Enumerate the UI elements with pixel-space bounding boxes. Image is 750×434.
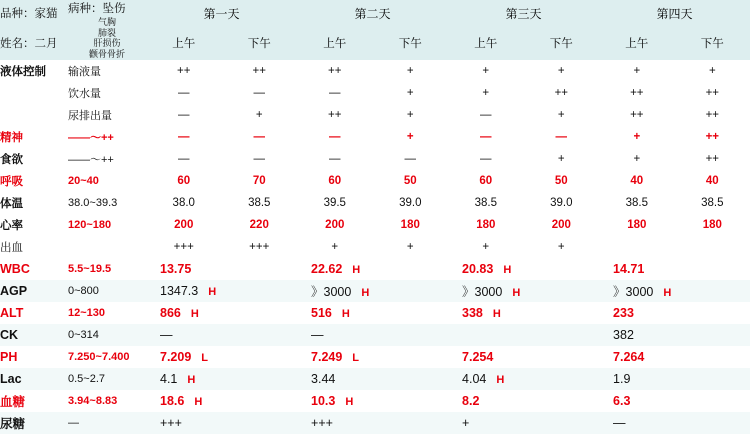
cell-value <box>297 412 448 434</box>
cell-value: 180 <box>476 219 496 232</box>
cell-number: 13.75 <box>160 262 192 277</box>
cell-number: 7.249 <box>311 350 343 365</box>
day-header-3: 第三天 <box>448 0 599 26</box>
table-row <box>0 214 750 236</box>
cell-value: + <box>482 65 490 78</box>
cell-value: ++ <box>177 65 191 78</box>
row-reference-range: 7.250~7.400 <box>68 351 130 364</box>
cell-value <box>599 324 750 346</box>
cell-value <box>297 390 448 412</box>
cell-value <box>675 236 750 258</box>
cell-value: — <box>329 131 341 144</box>
cell-number: + <box>462 416 470 431</box>
cell-number: 866 <box>160 306 181 321</box>
table-row <box>0 126 750 148</box>
row-reference-range: 0~800 <box>68 280 146 302</box>
cell-value: + <box>406 87 414 100</box>
cell-value: — <box>480 153 492 166</box>
row-label: 尿糖 <box>0 412 68 434</box>
period-d4-pm: 下午 <box>675 26 750 60</box>
cell-value: 220 <box>249 219 269 232</box>
cell-value <box>448 280 599 302</box>
cell-number: 22.62 <box>311 262 343 277</box>
row-reference-range: 120~180 <box>68 219 112 232</box>
cell-value: 38.0 <box>172 197 195 210</box>
cell-value: 38.5 <box>701 197 724 210</box>
cell-value: + <box>557 65 565 78</box>
table-row <box>0 324 750 346</box>
cell-value: + <box>557 109 565 122</box>
cell-value: + <box>482 241 490 254</box>
cell-value: 39.0 <box>550 197 573 210</box>
row-label: ALT <box>0 306 24 321</box>
abnormal-flag: H <box>208 286 217 299</box>
abnormal-flag: H <box>190 308 199 321</box>
cell-value: — <box>253 153 265 166</box>
cell-value: ++ <box>554 87 568 100</box>
cell-value: ++ <box>630 87 644 100</box>
cell-value <box>448 412 599 434</box>
cell-value <box>146 280 297 302</box>
abnormal-flag: H <box>512 287 521 300</box>
cell-value: — <box>253 87 265 100</box>
table-row <box>0 104 750 126</box>
cell-value: + <box>557 153 565 166</box>
disease-detail-3: 颧骨骨折 <box>88 48 125 59</box>
cell-value: ++ <box>252 65 266 78</box>
cell-value: 38.5 <box>248 197 271 210</box>
abnormal-flag: H <box>187 374 196 387</box>
row-label: WBC <box>0 262 30 277</box>
period-d3-pm: 下午 <box>524 26 600 60</box>
cell-value: 50 <box>403 175 417 188</box>
cell-value: + <box>633 131 641 144</box>
cell-number: 4.04 <box>462 372 487 387</box>
day-header-4: 第四天 <box>599 0 750 26</box>
table-header <box>0 0 750 60</box>
cell-value: ++ <box>705 87 720 100</box>
cell-number: 382 <box>613 328 634 343</box>
cell-value <box>599 236 675 258</box>
row-label <box>0 104 68 126</box>
cell-value: ++ <box>705 131 720 144</box>
table-row <box>0 346 750 368</box>
abnormal-flag: H <box>503 264 512 277</box>
cell-value: 38.5 <box>474 197 497 210</box>
cell-value: ++ <box>328 65 342 78</box>
cell-value: — <box>178 131 190 144</box>
cell-number: 18.6 <box>160 394 185 409</box>
cell-value: — <box>178 153 190 166</box>
abnormal-flag: H <box>492 308 501 321</box>
cell-value: + <box>708 65 716 78</box>
cell-value: 60 <box>479 175 493 188</box>
row-label: PH <box>0 350 18 365</box>
cell-number: 14.71 <box>613 262 645 277</box>
cell-value <box>146 324 297 346</box>
row-label: 出血 <box>0 242 23 255</box>
cell-value: 50 <box>554 175 568 188</box>
cell-value: 200 <box>551 219 571 232</box>
row-reference-range: 输液量 <box>68 66 101 79</box>
row-reference-range: 38.0~39.3 <box>68 197 118 210</box>
cell-value: — <box>480 131 492 144</box>
table-row <box>0 236 750 258</box>
table-row <box>0 390 750 412</box>
cell-value: 180 <box>400 219 420 232</box>
cell-value <box>599 258 750 280</box>
cell-number: 8.2 <box>462 394 480 409</box>
row-reference-range: ——～++ <box>68 132 114 145</box>
day-header-2: 第二天 <box>297 0 448 26</box>
cell-value: 200 <box>174 219 194 232</box>
cell-value: + <box>406 109 414 122</box>
cell-value: — <box>178 109 190 122</box>
row-reference-range: 20~40 <box>68 175 99 188</box>
disease-label <box>68 0 146 60</box>
cell-value <box>297 258 448 280</box>
cell-value <box>146 302 297 324</box>
cell-value: — <box>480 109 492 122</box>
cell-value: 200 <box>325 219 345 232</box>
cell-value: +++ <box>249 241 270 254</box>
cell-value: + <box>482 87 490 100</box>
cell-value: — <box>178 87 190 100</box>
period-d1-am: 上午 <box>146 26 222 60</box>
cell-value <box>297 368 448 390</box>
row-reference-range: 饮水量 <box>68 88 101 101</box>
day-header-1: 第一天 <box>146 0 297 26</box>
cell-number: 》3000 <box>462 285 503 300</box>
cell-number: 10.3 <box>311 394 336 409</box>
cell-number: 20.83 <box>462 262 494 277</box>
cell-value: 39.0 <box>399 197 422 210</box>
species-label: 品种：家猫 <box>0 0 68 26</box>
cell-number: 1.9 <box>613 372 631 387</box>
cell-value: — <box>329 87 341 100</box>
cell-value: + <box>633 153 641 166</box>
cell-value <box>448 258 599 280</box>
row-label: Lac <box>0 368 68 390</box>
disease-detail-0: 气胸 <box>97 17 116 27</box>
cell-number: 》3000 <box>613 285 654 300</box>
cell-value <box>146 390 297 412</box>
period-d2-pm: 下午 <box>373 26 449 60</box>
cell-number: 233 <box>613 306 634 321</box>
cell-number: — <box>613 416 626 431</box>
abnormal-flag: H <box>345 396 354 409</box>
row-label: AGP <box>0 280 68 302</box>
row-label: 心率 <box>0 220 23 233</box>
row-label: 食欲 <box>0 154 23 167</box>
period-d1-pm: 下午 <box>222 26 298 60</box>
cell-value: + <box>633 65 641 78</box>
row-label: CK <box>0 324 68 346</box>
row-reference-range: 0~314 <box>68 324 146 346</box>
row-reference-range: 尿排出量 <box>68 110 112 123</box>
cell-value <box>599 412 750 434</box>
row-reference-range: 3.94~8.83 <box>68 395 118 408</box>
row-reference-range: — <box>68 412 146 434</box>
cell-value: + <box>406 241 414 254</box>
cell-value <box>599 390 750 412</box>
cell-value: ++ <box>705 153 720 166</box>
cell-value: 40 <box>630 175 644 188</box>
table-row <box>0 280 750 302</box>
cell-number: 516 <box>311 306 332 321</box>
cell-value <box>599 368 750 390</box>
cell-value <box>297 302 448 324</box>
disease-detail <box>68 16 146 60</box>
labs-section <box>0 258 750 434</box>
table-row <box>0 170 750 192</box>
cell-value: + <box>255 109 263 122</box>
table-row <box>0 302 750 324</box>
cell-value <box>146 346 297 368</box>
cell-value: +++ <box>173 241 194 254</box>
cell-value: + <box>406 131 414 144</box>
cell-value <box>599 302 750 324</box>
cell-value: + <box>331 241 339 254</box>
row-label: 呼吸 <box>0 176 23 189</box>
row-label: 精神 <box>0 132 23 145</box>
cell-number: +++ <box>311 416 333 431</box>
cell-value: + <box>557 241 565 254</box>
cell-value: 180 <box>702 219 722 232</box>
cell-value: 180 <box>627 219 647 232</box>
cell-number: 7.209 <box>160 350 192 365</box>
vitals-section <box>0 60 750 258</box>
cell-value <box>448 368 599 390</box>
cell-value: — <box>404 153 417 166</box>
cell-number: 》3000 <box>311 285 352 300</box>
cell-number: 7.254 <box>462 350 494 365</box>
row-reference-range: ——～++ <box>68 154 114 167</box>
cell-value <box>146 258 297 280</box>
cell-value: 38.5 <box>625 197 648 210</box>
header-row-days <box>0 0 750 26</box>
cell-number: 3.44 <box>311 372 336 387</box>
cell-value: — <box>555 131 568 144</box>
cell-number: 338 <box>462 306 483 321</box>
period-d4-am: 上午 <box>599 26 675 60</box>
row-label: 体温 <box>0 198 23 211</box>
cell-number: 6.3 <box>613 394 631 409</box>
row-reference-range: 12~130 <box>68 307 106 320</box>
row-label <box>0 82 68 104</box>
abnormal-flag: H <box>352 264 361 277</box>
cell-number: — <box>311 328 324 343</box>
cell-value <box>297 280 448 302</box>
cell-value <box>297 346 448 368</box>
cell-value <box>146 412 297 434</box>
cell-value <box>448 302 599 324</box>
table-row <box>0 60 750 82</box>
table-row <box>0 192 750 214</box>
disease-detail-2: 肝损伤 <box>93 38 121 49</box>
abnormal-flag: L <box>352 352 360 365</box>
period-d2-am: 上午 <box>297 26 373 60</box>
cell-value: 60 <box>328 175 342 188</box>
table-row <box>0 258 750 280</box>
table-row <box>0 148 750 170</box>
cell-value: 70 <box>252 175 266 188</box>
abnormal-flag: H <box>663 287 672 300</box>
cell-value: ++ <box>630 109 644 122</box>
abnormal-flag: H <box>496 374 505 387</box>
cell-value: ++ <box>705 109 720 122</box>
cell-value: 40 <box>705 175 719 188</box>
disease-title: 病种：坠伤 <box>68 3 126 15</box>
cell-number: 7.264 <box>613 350 645 365</box>
row-label: 液体控制 <box>0 66 46 79</box>
disease-detail-1: 肺裂 <box>97 27 116 38</box>
patient-name-label: 姓名：二月 <box>0 26 68 60</box>
cell-value: + <box>406 65 414 78</box>
cell-value <box>599 346 750 368</box>
table-row <box>0 412 750 434</box>
abnormal-flag: L <box>201 352 209 365</box>
cell-value: 60 <box>177 175 191 188</box>
row-reference-range: 0.5~2.7 <box>68 368 146 390</box>
cell-value <box>146 368 297 390</box>
cell-number: — <box>160 328 173 343</box>
abnormal-flag: H <box>341 308 350 321</box>
period-d3-am: 上午 <box>448 26 524 60</box>
table-row <box>0 368 750 390</box>
cell-value: — <box>329 153 341 166</box>
cell-value: ++ <box>328 109 342 122</box>
cell-value <box>599 280 750 302</box>
cell-number: +++ <box>160 416 182 431</box>
cell-value: 39.5 <box>323 197 346 210</box>
cell-number: 1347.3 <box>160 284 199 299</box>
row-reference-range <box>68 236 146 258</box>
cell-value: — <box>253 131 265 144</box>
cell-value <box>297 324 448 346</box>
cell-number: 4.1 <box>160 372 178 387</box>
row-reference-range: 5.5~19.5 <box>68 263 112 276</box>
cell-value <box>448 346 599 368</box>
row-label: 血糖 <box>0 395 26 410</box>
table-row <box>0 82 750 104</box>
abnormal-flag: H <box>361 287 370 300</box>
cell-value <box>448 324 599 346</box>
cell-value <box>448 390 599 412</box>
abnormal-flag: H <box>194 396 203 409</box>
